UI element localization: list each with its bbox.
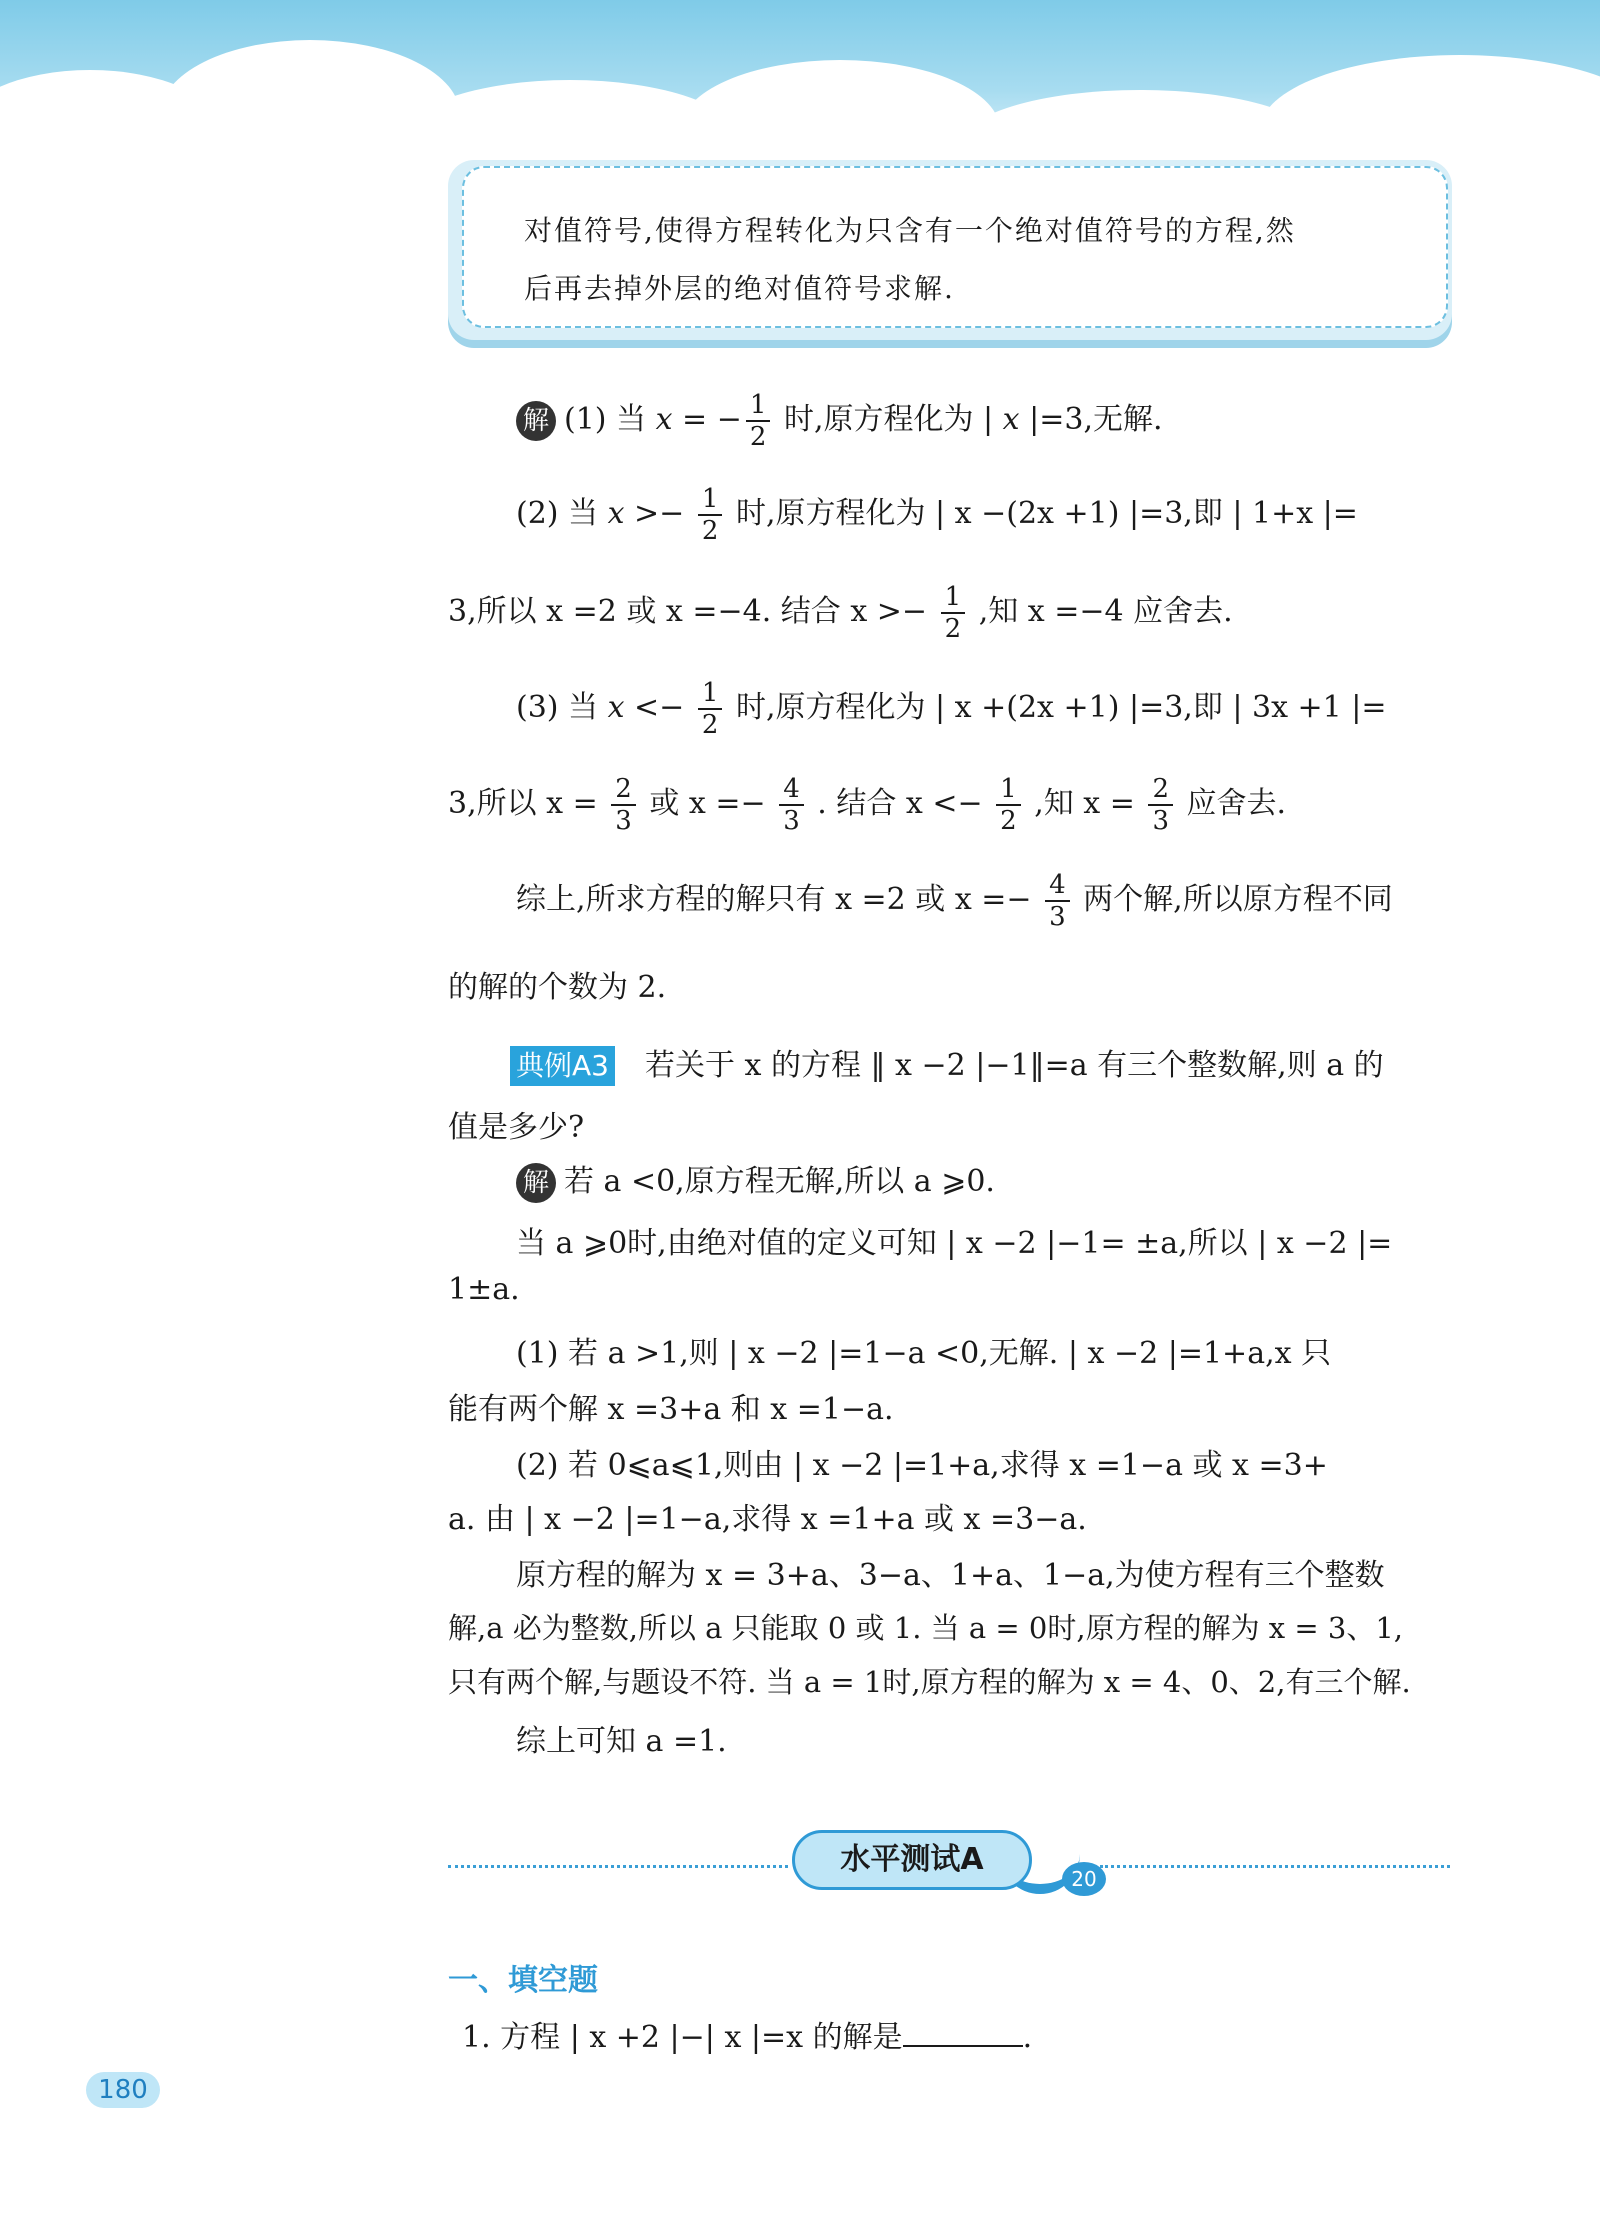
fraction: [941, 582, 966, 644]
solution-summary: [516, 870, 1393, 932]
text: 综上,所求方程的解只有 x =2 或 x =−: [516, 882, 1042, 917]
fraction: [996, 774, 1021, 836]
text: 的解的个数为 2.: [448, 970, 667, 1005]
answer-blank[interactable]: [903, 2045, 1023, 2047]
text: <−: [624, 690, 694, 725]
numerator: 1: [746, 390, 771, 422]
tip-box: [448, 160, 1452, 340]
fraction: [611, 774, 636, 836]
text: 时,原方程化为 | x −(2x +1) |=3,即 | 1+x |=: [726, 496, 1358, 531]
text: 解,a 必为整数,所以 a 只能取 0 或 1. 当 a = 0时,原方程的解为 x = 3、1,: [448, 1611, 1404, 1645]
solution-line-5: [448, 774, 1286, 836]
example-line-2: [448, 1102, 584, 1146]
text: (2) 若 0⩽a⩽1,则由 | x −2 |=1+a,求得 x =1−a 或 x =3+: [516, 1448, 1328, 1483]
denominator: 3: [615, 806, 632, 836]
text: 3,所以 x =: [448, 786, 608, 821]
text: 或 x =−: [639, 786, 776, 821]
denominator: 2: [701, 710, 719, 740]
solution-marker: 解: [516, 1163, 556, 1203]
tip-line: 后再去掉外层的绝对值符号求解.: [524, 272, 955, 305]
text: (3) 当: [516, 690, 608, 725]
text: 时,原方程化为 |: [774, 402, 1003, 437]
numerator: 1: [698, 484, 723, 516]
solution-line-4: (3) 当 x <− $\frac{1}{2}$ 时,原方程化为 | x +(2x +1) |=3,即 | 3x +1 |=: [516, 678, 1387, 740]
fraction: [698, 484, 723, 546]
fraction: [746, 390, 771, 452]
text: a. 由 | x −2 |=1−a,求得 x =1+a 或 x =3−a.: [448, 1502, 1087, 1537]
solution-line-1: 解 (1) 当 x = − $\frac{1}{2}$ 时,原方程化为 | x |=3,无解.: [516, 390, 1163, 452]
denominator: 3: [1049, 902, 1066, 932]
example-solution-line: [448, 1660, 1411, 1701]
text: 当 a ⩾0时,由绝对值的定义可知 | x −2 |−1= ±a,所以 | x −2 |=: [516, 1226, 1393, 1261]
text: >−: [624, 496, 694, 531]
text: 若 a <0,原方程无解,所以 a ⩾0.: [564, 1164, 995, 1199]
fraction: [779, 774, 804, 836]
text: |=3,无解.: [1019, 402, 1163, 437]
text: 1. 方程 | x +2 |−| x |=x 的解是: [462, 2020, 903, 2055]
text: (1) 当: [564, 402, 656, 437]
example-solution-line: [448, 1606, 1403, 1647]
numerator: 1: [996, 774, 1021, 806]
tip-line: 对值符号,使得方程转化为只含有一个绝对值符号的方程,然: [524, 214, 1296, 247]
example-solution-line: [448, 1272, 520, 1307]
numerator: 4: [779, 774, 804, 806]
example-solution-line: [516, 1156, 995, 1203]
text: (2) 当: [516, 496, 608, 531]
example-solution-line: [448, 1384, 894, 1428]
text: = −: [672, 402, 742, 437]
section-heading: 一、填空题: [448, 1963, 598, 1998]
text: 综上可知 a =1.: [516, 1724, 727, 1759]
denominator: 2: [1000, 806, 1017, 836]
text: 值是多少?: [448, 1110, 585, 1145]
text: (1) 若 a >1,则 | x −2 |=1−a <0,无解. | x −2 |=1+a,x 只: [516, 1336, 1332, 1371]
numerator: 1: [698, 678, 723, 710]
numerator: 2: [611, 774, 636, 806]
text: 应舍去.: [1177, 786, 1287, 821]
denominator: 2: [944, 614, 962, 644]
example-solution-line: [516, 1218, 1392, 1262]
text: 原方程的解为 x = 3+a、3−a、1+a、1−a,为使方程有三个整数: [516, 1558, 1385, 1593]
minutes-badge: 20: [1062, 1862, 1106, 1896]
text: ,知 x =−4 应舍去.: [969, 594, 1233, 629]
text: 1±a.: [448, 1272, 520, 1307]
denominator: 2: [701, 516, 719, 546]
text: 3,所以 x =2 或 x =−4. 结合 x >−: [448, 594, 937, 629]
numerator: 4: [1045, 870, 1070, 902]
text: 时,原方程化为 | x +(2x +1) |=3,即 | 3x +1 |=: [726, 690, 1387, 725]
fraction: [1045, 870, 1070, 932]
level-test-badge: 水平测试A: [792, 1830, 1032, 1890]
numerator: 1: [941, 582, 966, 614]
solution-line-3: [448, 582, 1233, 644]
divider-right: [1100, 1865, 1450, 1868]
divider-left: [448, 1865, 788, 1868]
text: 若关于 x 的方程 ‖ x −2 |−1‖=a 有三个整数解,则 a 的: [644, 1048, 1384, 1083]
example-line-1: [510, 1040, 1384, 1086]
text: 两个解,所以原方程不同: [1073, 882, 1393, 917]
fraction: [1148, 774, 1173, 836]
example-solution-line: [516, 1440, 1328, 1484]
denominator: 2: [749, 422, 767, 452]
text: .: [1022, 2020, 1033, 2055]
numerator: 2: [1148, 774, 1173, 806]
solution-summary-2: [448, 962, 666, 1006]
page-number: 180: [86, 2072, 160, 2108]
example-solution-line: [516, 1550, 1385, 1594]
text: . 结合 x <−: [807, 786, 993, 821]
solution-line-2: (2) 当 x >− $\frac{1}{2}$ 时,原方程化为 | x −(2x +1) |=3,即 | 1+x |=: [516, 484, 1358, 546]
solution-marker: 解: [516, 401, 556, 441]
fraction: [698, 678, 723, 740]
denominator: 3: [783, 806, 800, 836]
denominator: 3: [1152, 806, 1169, 836]
tip-box-inner: [462, 166, 1448, 328]
text: ,知 x =: [1024, 786, 1145, 821]
example-solution-line: [448, 1494, 1087, 1538]
example-tag: 典例A3: [510, 1046, 615, 1086]
text: 能有两个解 x =3+a 和 x =1−a.: [448, 1392, 894, 1427]
example-solution-line: [516, 1716, 727, 1760]
text: 只有两个解,与题设不符. 当 a = 1时,原方程的解为 x = 4、0、2,有三个解.: [448, 1665, 1411, 1699]
question-1: [462, 2012, 1032, 2056]
example-solution-line: [516, 1328, 1331, 1372]
